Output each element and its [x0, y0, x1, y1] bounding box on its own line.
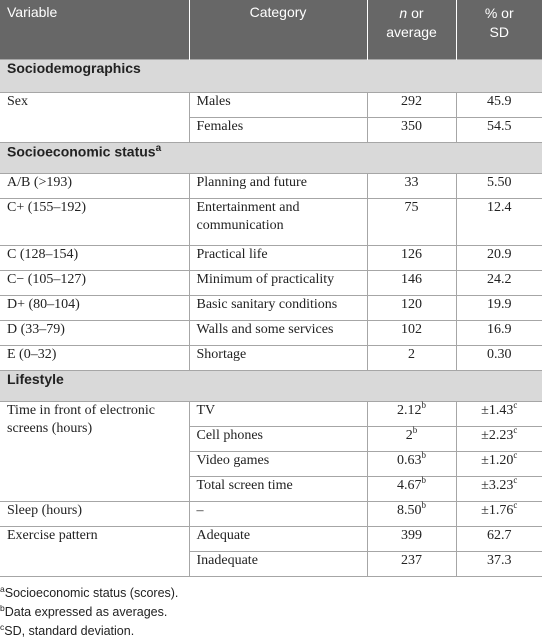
header-category: Category	[189, 0, 367, 59]
cell-n: 399	[367, 526, 456, 551]
cell-pct: ±3.23$^c$	[456, 476, 542, 501]
cell-category: Entertainment and communication	[189, 198, 367, 245]
cell-variable: Sleep (hours)	[0, 501, 189, 526]
cell-variable: C+ (155–192)	[0, 198, 189, 245]
cell-variable: D+ (80–104)	[0, 295, 189, 320]
cell-pct: 19.9	[456, 295, 542, 320]
cell-pct: 62.7	[456, 526, 542, 551]
cell-variable: E (0–32)	[0, 345, 189, 370]
cell-n: 2$^b$	[367, 426, 456, 451]
cell-pct: 37.3	[456, 551, 542, 576]
table-row	[0, 198, 542, 245]
cell-variable: Sex	[0, 92, 189, 142]
header-n-or-average: n or average	[367, 0, 456, 59]
header-variable: Variable	[0, 0, 189, 59]
section-sociodemographics	[0, 59, 542, 92]
section-lifestyle	[0, 370, 542, 401]
section-socioeconomic-status	[0, 142, 542, 173]
footnote-b: $^b$Data expressed as averages.	[0, 603, 168, 619]
cell-n: 120	[367, 295, 456, 320]
footnote-a: $^a$Socioeconomic status (scores).	[0, 584, 179, 600]
cell-n: 2.12$^b$	[367, 401, 456, 426]
cell-pct: ±1.76$^c$	[456, 501, 542, 526]
cell-category: Cell phones	[189, 426, 367, 451]
cell-n: 33	[367, 173, 456, 198]
table-row	[0, 401, 542, 426]
cell-category: Females	[189, 117, 367, 142]
cell-n: 292	[367, 92, 456, 117]
cell-category: Video games	[189, 451, 367, 476]
cell-category: –	[189, 501, 367, 526]
cell-category: Planning and future	[189, 173, 367, 198]
cell-variable: Exercise pattern	[0, 526, 189, 576]
cell-n: 146	[367, 270, 456, 295]
cell-pct: 24.2	[456, 270, 542, 295]
cell-category: Males	[189, 92, 367, 117]
table-row	[0, 295, 542, 320]
section-title: Socioeconomic status$^a$	[0, 142, 542, 173]
cell-n: 237	[367, 551, 456, 576]
footnotes	[0, 584, 542, 641]
cell-n: 8.50$^b$	[367, 501, 456, 526]
section-title: Lifestyle	[0, 370, 542, 401]
cell-category: Adequate	[189, 526, 367, 551]
cell-variable: Time in front of electronic screens (hours)	[0, 401, 189, 501]
cell-pct: 16.9	[456, 320, 542, 345]
table-row	[0, 320, 542, 345]
cell-category: Practical life	[189, 245, 367, 270]
cell-n: 4.67$^b$	[367, 476, 456, 501]
cell-category: Inadequate	[189, 551, 367, 576]
cell-pct: 54.5	[456, 117, 542, 142]
cell-n: 350	[367, 117, 456, 142]
cell-pct: ±1.43$^c$	[456, 401, 542, 426]
cell-pct: 45.9	[456, 92, 542, 117]
cell-pct: 5.50	[456, 173, 542, 198]
cell-pct: 12.4	[456, 198, 542, 245]
header-row	[0, 0, 542, 59]
cell-category: Basic sanitary conditions	[189, 295, 367, 320]
cell-variable: D (33–79)	[0, 320, 189, 345]
table-row	[0, 270, 542, 295]
cell-variable: C− (105–127)	[0, 270, 189, 295]
table-row	[0, 173, 542, 198]
cell-variable: A/B (>193)	[0, 173, 189, 198]
cell-pct: 20.9	[456, 245, 542, 270]
cell-pct: 0.30	[456, 345, 542, 370]
section-title: Sociodemographics	[0, 59, 542, 92]
cell-category: Minimum of practicality	[189, 270, 367, 295]
cell-pct: ±2.23$^c$	[456, 426, 542, 451]
cell-n: 0.63$^b$	[367, 451, 456, 476]
cell-n: 102	[367, 320, 456, 345]
cell-n: 75	[367, 198, 456, 245]
table-row	[0, 345, 542, 370]
table-row	[0, 92, 542, 117]
table-row	[0, 501, 542, 526]
cell-category: Walls and some services	[189, 320, 367, 345]
footnote-c: $^c$SD, standard deviation.	[0, 622, 135, 638]
table-row	[0, 526, 542, 551]
cell-n: 126	[367, 245, 456, 270]
cell-variable: C (128–154)	[0, 245, 189, 270]
cell-n: 2	[367, 345, 456, 370]
cell-category: Shortage	[189, 345, 367, 370]
table-row	[0, 245, 542, 270]
cell-pct: ±1.20$^c$	[456, 451, 542, 476]
cell-category: Total screen time	[189, 476, 367, 501]
cell-category: TV	[189, 401, 367, 426]
header-pct-or-sd: % or SD	[456, 0, 542, 59]
